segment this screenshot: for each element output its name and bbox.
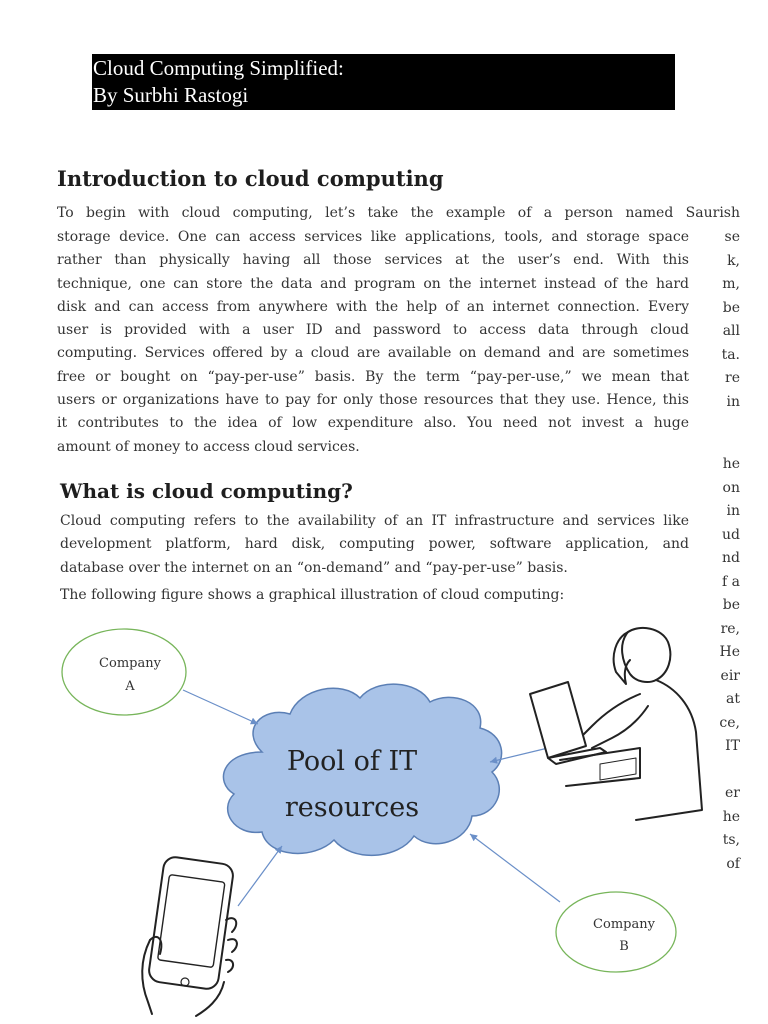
text-line: it contributes to the idea of low expenditure also. You need not invest a huge <box>57 415 689 432</box>
fragment: he <box>722 456 740 472</box>
figure-intro-paragraph <box>60 584 689 607</box>
text-line: storage device. One can access services like applications, tools, and storage space <box>57 229 689 245</box>
document-title-box <box>92 54 675 110</box>
fragment: ud <box>722 526 740 543</box>
fragment: all <box>722 323 740 339</box>
company-b-letter: B <box>619 939 629 954</box>
fragment: of <box>726 855 740 872</box>
arrow-company-b <box>470 834 560 902</box>
text-line: computing. Services offered by a cloud are available on demand and are sometimes <box>57 345 689 362</box>
intro-paragraph-first-line <box>57 202 740 225</box>
text-line: user is provided with a user ID and password to access data through cloud <box>57 322 689 339</box>
text-line: free or bought on “pay-per-use” basis. By the term “pay-per-use,” we mean that <box>57 368 689 385</box>
text-line: users or organizations have to pay for only those resources that they use. Hence, this <box>57 392 689 409</box>
fragment: er <box>725 785 740 801</box>
fragment: m, <box>722 276 740 292</box>
fragment: eir <box>720 667 740 684</box>
fragment: re <box>725 370 740 386</box>
cloud-label-line2: resources <box>284 792 420 823</box>
company-b-label: Company <box>593 917 655 932</box>
fragment: ta. <box>721 346 740 363</box>
fragment: in <box>726 393 740 410</box>
person-laptop-icon <box>530 628 702 820</box>
fragment: in <box>726 503 740 519</box>
section-heading-what-is: What is cloud computing? <box>60 479 353 503</box>
fragment: He <box>719 644 740 660</box>
intro-paragraph <box>57 226 689 459</box>
fragment: ce, <box>719 714 740 731</box>
fragment: f a <box>722 573 740 590</box>
fragment: IT <box>725 738 740 754</box>
cloud-computing-figure <box>0 610 712 1024</box>
fragment: re, <box>720 620 740 637</box>
right-edge-fragments-bottom <box>712 453 768 876</box>
right-edge-fragments-top <box>712 226 768 414</box>
section-heading-intro: Introduction to cloud computing <box>57 166 444 191</box>
text-line: disk and can access from anywhere with the help of an internet connection. Every <box>57 298 689 315</box>
mobile-phone-icon <box>142 856 237 1016</box>
document-title: Cloud Computing Simplified: <box>93 56 344 80</box>
fragment: ts, <box>722 832 740 848</box>
fragment: he <box>722 808 740 825</box>
company-a-letter: A <box>125 679 135 694</box>
text-line: development platform, hard disk, computing power, software application, and <box>60 536 689 553</box>
fragment <box>712 759 768 783</box>
company-a-label: Company <box>99 656 161 671</box>
arrow-mobile <box>238 846 282 906</box>
text-line: rather than physically having all those services at the user’s end. With this <box>57 252 689 269</box>
company-a-node <box>62 629 186 715</box>
arrow-company-a <box>183 690 258 724</box>
company-b-node <box>556 892 676 972</box>
text-line: To begin with cloud computing, let’s take the example of a person named Saurish <box>57 205 740 221</box>
document-author: By Surbhi Rastogi <box>93 83 249 107</box>
fragment: be <box>722 299 740 316</box>
fragment: on <box>722 479 740 496</box>
text-line: The following figure shows a graphical illustration of cloud computing: <box>60 587 565 603</box>
text-line: amount of money to access cloud services. <box>57 438 360 455</box>
fragment: at <box>726 691 740 707</box>
fragment: nd <box>722 550 740 566</box>
text-line: database over the internet on an “on-demand” and “pay-per-use” basis. <box>60 559 568 576</box>
fragment: be <box>722 597 740 613</box>
fragment: se <box>724 229 740 245</box>
fragment: k, <box>727 252 740 269</box>
cloud-label-line1: Pool of IT <box>286 746 418 777</box>
definition-paragraph <box>60 510 689 580</box>
text-line: technique, one can store the data and program on the internet instead of the hard <box>57 275 689 292</box>
text-line: Cloud computing refers to the availability of an IT infrastructure and services like <box>60 513 689 529</box>
